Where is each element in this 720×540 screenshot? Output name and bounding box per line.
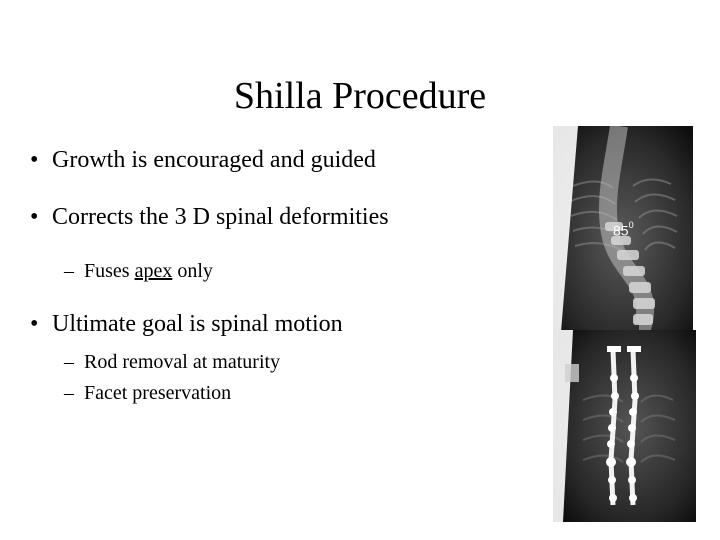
dash-glyph: –: [64, 351, 74, 373]
bullet-corrects: [30, 202, 389, 232]
dash-glyph: –: [64, 382, 74, 404]
slide-title: [0, 72, 720, 120]
subbullet-fuses: [64, 258, 213, 284]
postop-xray-image: [553, 330, 696, 522]
bullet-glyph: •: [30, 204, 39, 230]
bullet-ultimate-goal: [30, 309, 343, 339]
subbullet-facet: [64, 380, 231, 406]
bullet-ultimate-goal-text: Ultimate goal is spinal motion: [52, 311, 343, 337]
angle-value: 85: [613, 222, 629, 239]
dash-glyph: –: [64, 260, 74, 282]
bullet-growth: [30, 145, 376, 175]
apex-underlined: apex: [134, 260, 173, 282]
bullet-growth-text: Growth is encouraged and guided: [52, 147, 376, 173]
slide-title-text: Shilla Procedure: [233, 75, 487, 117]
subbullet-rod-removal: [64, 349, 280, 375]
subbullet-rod-removal-text: Rod removal at maturity: [84, 351, 281, 373]
subbullet-fuses-prefix: Fuses: [84, 260, 135, 282]
curve-angle-label: [613, 222, 634, 239]
subbullet-fuses-suffix: only: [172, 260, 213, 282]
bullet-corrects-text: Corrects the 3 D spinal deformities: [52, 204, 389, 230]
subbullet-facet-text: Facet preservation: [84, 382, 232, 404]
bullet-glyph: •: [30, 311, 39, 337]
bullet-glyph: •: [30, 147, 39, 173]
angle-degree-marker: 0: [628, 220, 634, 230]
